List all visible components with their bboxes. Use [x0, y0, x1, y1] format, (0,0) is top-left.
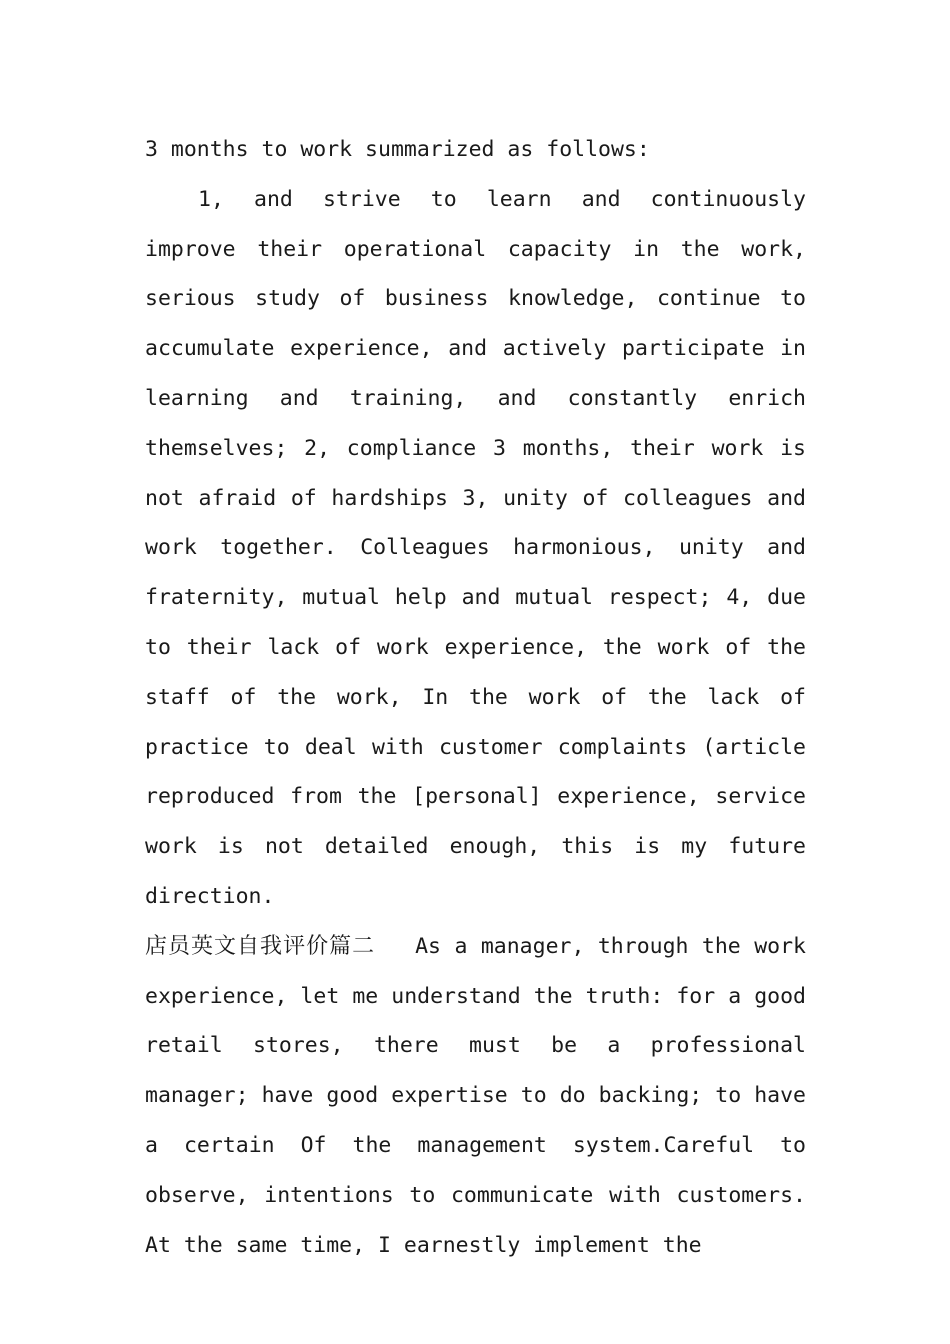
section-heading: 店员英文自我评价篇二 [145, 933, 376, 959]
paragraph-2: As a manager, through the work experience, let me understand the truth: for a good retail stores, there must be a professional manager; have good expertise to do backing; to have a certain Of the management system.Careful to observe, intentions to communicate with customers. At the same time, I earnestly implement the [145, 933, 806, 1258]
paragraph-1: 1, and strive to learn and continuously improve their operational capacity in the work, serious study of business knowledge, continue to accumulate experience, and actively participate in learning and training, and constantly enrich themselves; 2, compliance 3 months, their work is not afraid of hardships 3, unity of colleagues and work together. Colleagues harmonious, unity and fraternity, mutual help and mutual respect; 4, due to their lack of work experience, the work of the staff of the work, In the work of the lack of practice to deal with customer complaints (article reproduced from the [personal] experience, service work is not detailed enough, this is my future direction. [145, 186, 806, 909]
document-body [145, 125, 806, 1270]
paragraph-2-container [145, 922, 806, 1271]
intro-line: 3 months to work summarized as follows: [145, 137, 650, 162]
